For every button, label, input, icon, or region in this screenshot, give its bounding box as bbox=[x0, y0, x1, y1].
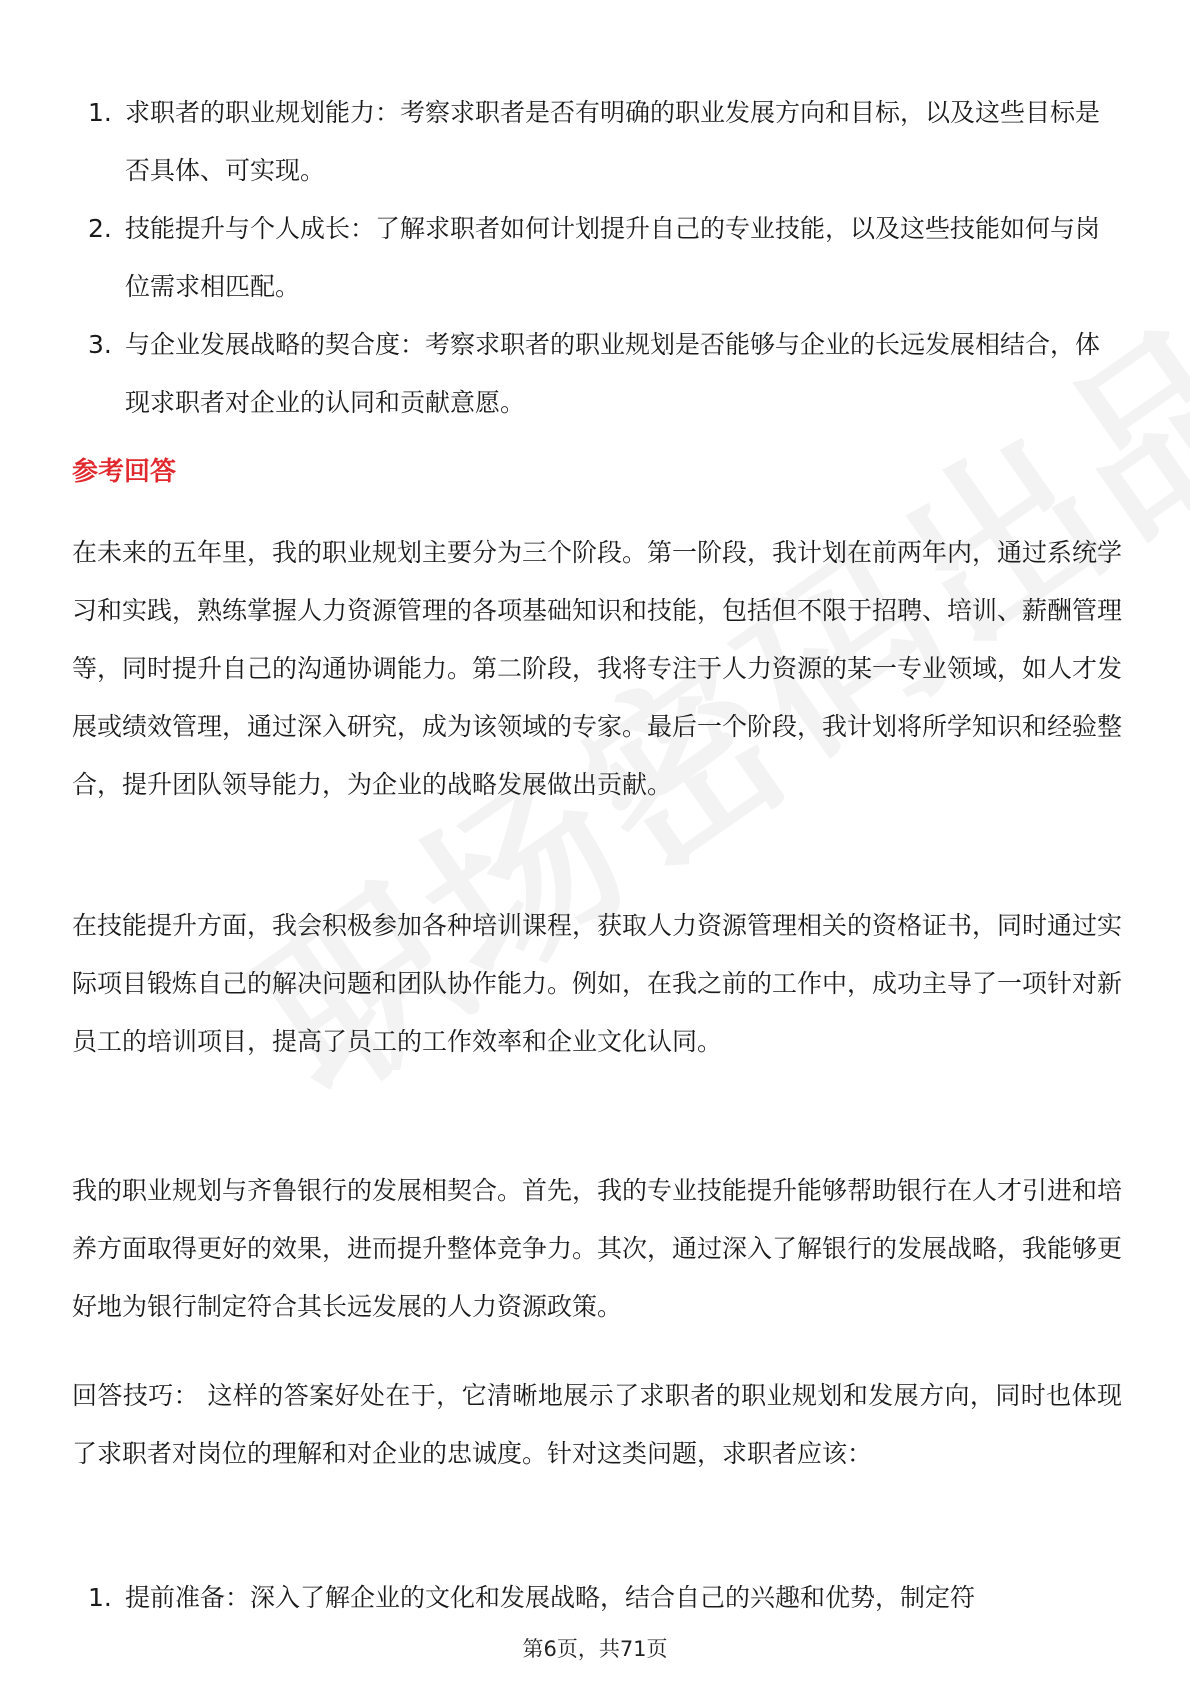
list-item-text: 求职者的职业规划能力：考察求职者是否有明确的职业发展方向和目标，以及这些目标是否具体、可实现。 bbox=[125, 98, 1101, 185]
list-item bbox=[80, 1569, 1120, 1627]
criteria-list bbox=[80, 84, 1120, 432]
list-item bbox=[80, 200, 1120, 316]
list-item-text: 与企业发展战略的契合度：考察求职者的职业规划是否能够与企业的长远发展相结合，体现求职者对企业的认同和贡献意愿。 bbox=[125, 330, 1101, 417]
list-number: 2. bbox=[88, 214, 112, 243]
page-number: 第6页，共71页 bbox=[522, 1637, 668, 1661]
list-item-text: 提前准备：深入了解企业的文化和发展战略，结合自己的兴趣和优势，制定符 bbox=[125, 1583, 976, 1612]
tips-list bbox=[80, 1569, 1120, 1627]
list-number: 1. bbox=[88, 98, 112, 127]
list-item bbox=[80, 84, 1120, 200]
answer-paragraph: 在未来的五年里，我的职业规划主要分为三个阶段。第一阶段，我计划在前两年内，通过系统学习和实践，熟练掌握人力资源管理的各项基础知识和技能，包括但不限于招聘、培训、薪酬管理等，同时提升自己的沟通协调能力。第二阶段，我将专注于人力资源的某一专业领域，如人才发展或绩效管理，通过深入研究，成为该领域的专家。最后一个阶段，我计划将所学知识和经验整合，提升团队领导能力，为企业的战略发展做出贡献。 bbox=[72, 538, 1123, 799]
answer-paragraph: 我的职业规划与齐鲁银行的发展相契合。首先，我的专业技能提升能够帮助银行在人才引进和培养方面取得更好的效果，进而提升整体竞争力。其次，通过深入了解银行的发展战略，我能够更好地为银行制定符合其长远发展的人力资源政策。 bbox=[72, 1176, 1123, 1321]
section-heading: 参考回答 bbox=[72, 457, 177, 487]
answer-paragraph: 在技能提升方面，我会积极参加各种培训课程，获取人力资源管理相关的资格证书，同时通过实际项目锻炼自己的解决问题和团队协作能力。例如，在我之前的工作中，成功主导了一项针对新员工的培训项目，提高了员工的工作效率和企业文化认同。 bbox=[72, 911, 1123, 1056]
list-number: 1. bbox=[88, 1583, 112, 1612]
list-item bbox=[80, 316, 1120, 432]
tips-paragraph: 回答技巧： 这样的答案好处在于，它清晰地展示了求职者的职业规划和发展方向，同时也体现了求职者对岗位的理解和对企业的忠诚度。针对这类问题，求职者应该： bbox=[72, 1381, 1122, 1468]
list-item-text: 技能提升与个人成长：了解求职者如何计划提升自己的专业技能，以及这些技能如何与岗位需求相匹配。 bbox=[125, 214, 1101, 301]
list-number: 3. bbox=[88, 330, 112, 359]
